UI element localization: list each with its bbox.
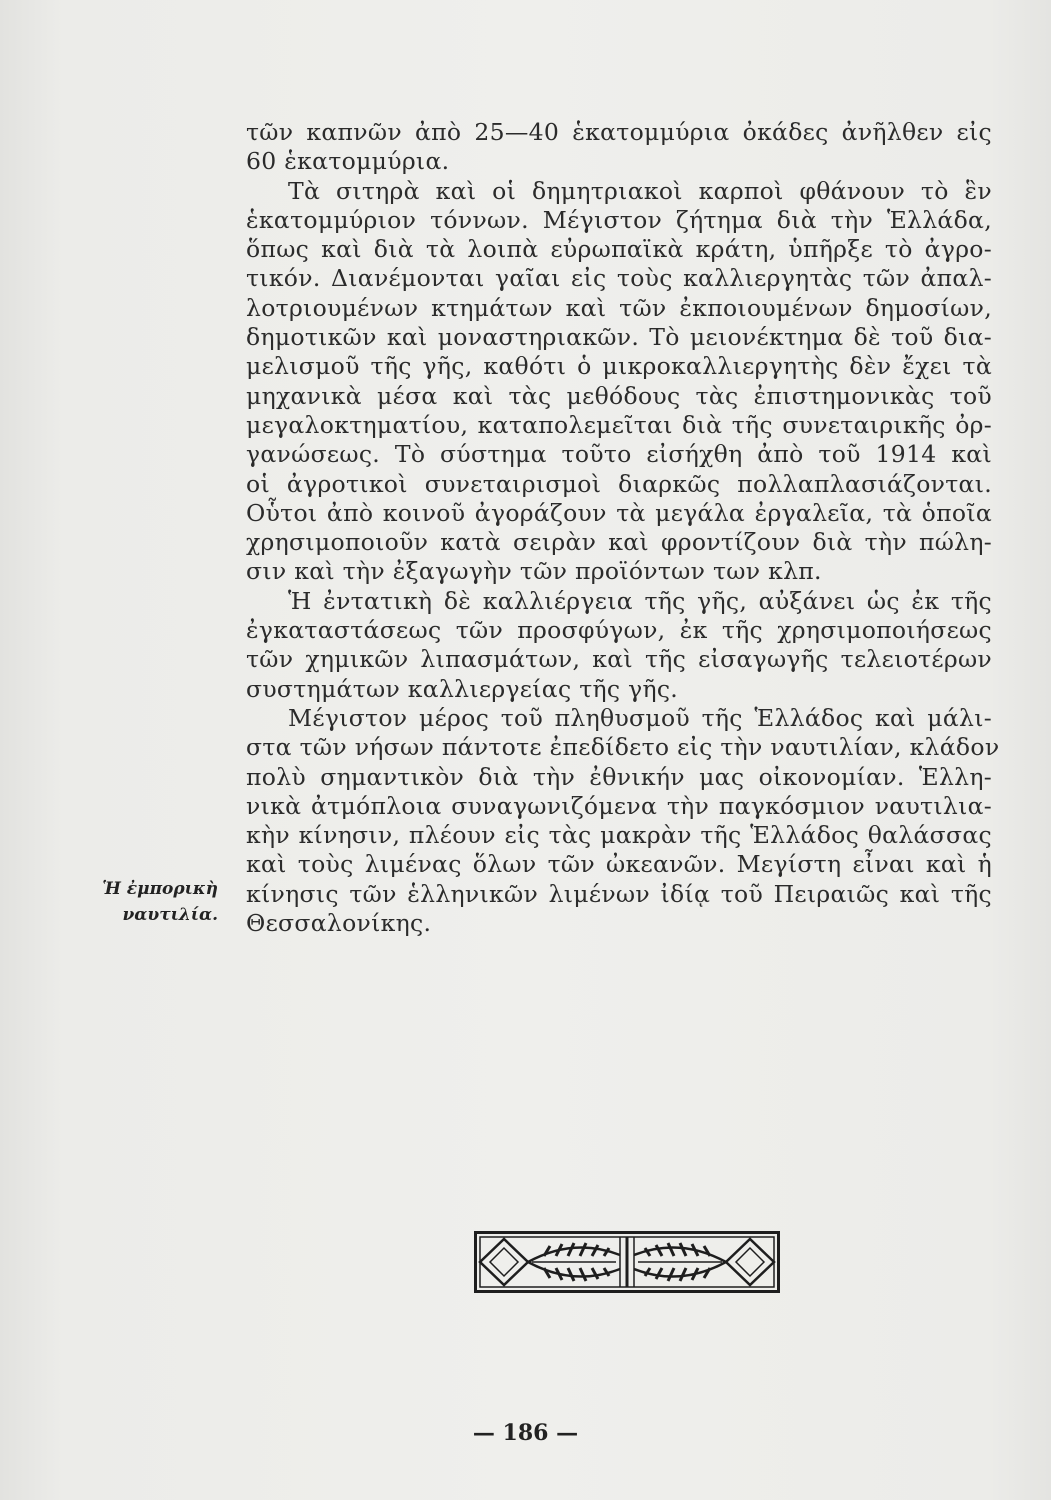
margin-note-line: Ἡ ἐμπορικὴ <box>102 879 218 899</box>
text-line: Μέγιστον μέρος τοῦ πληθυσμοῦ τῆς Ἑλλάδος καὶ μάλι- <box>288 703 992 732</box>
text-line: μελισμοῦ τῆς γῆς, καθότι ὁ μικροκαλλιεργητὴς δὲν ἔχει τὰ <box>246 352 992 381</box>
text-line: πολὺ σημαντικὸν διὰ τὴν ἐθνικήν μας οἰκονομίαν. Ἑλλη- <box>246 762 992 791</box>
text-line: κὴν κίνησιν, πλέουν εἰς τὰς μακρὰν τῆς Ἑλλάδος θαλάσσας <box>246 821 992 850</box>
text-line: ἑκατομμύριον τόννων. Μέγιστον ζήτημα διὰ τὴν Ἑλλάδα, <box>246 205 992 234</box>
text-line: κίνησις τῶν ἑλληνικῶν λιμένων ἰδίᾳ τοῦ Πειραιῶς καὶ τῆς <box>246 879 992 908</box>
text-line: δημοτικῶν καὶ μοναστηριακῶν. Τὸ μειονέκτημα δὲ τοῦ δια- <box>246 323 992 352</box>
text-line: μεγαλοκτηματίου, καταπολεμεῖται διὰ τῆς συνεταιρικῆς ὀρ- <box>246 410 992 439</box>
text-line: γανώσεως. Τὸ σύστημα τοῦτο εἰσήχθη ἀπὸ τοῦ 1914 καὶ <box>246 440 992 469</box>
text-line: λοτριουμένων κτημάτων καὶ τῶν ἐκποιουμένων δημοσίων, <box>246 293 992 322</box>
text-line: τικόν. Διανέμονται γαῖαι εἰς τοὺς καλλιεργητὰς τῶν ἀπαλ- <box>246 264 992 293</box>
page-number: — 186 — <box>472 1420 579 1446</box>
text-line: τῶν χημικῶν λιπασμάτων, καὶ τῆς εἰσαγωγῆς τελειοτέρων <box>246 645 992 674</box>
text-line: 60 ἑκατομμύρια. <box>246 147 450 176</box>
text-line: τῶν καπνῶν ἀπὸ 25—40 ἑκατομμύρια ὀκάδες ἀνῆλθεν εἰς <box>246 118 992 146</box>
body-text <box>246 118 1000 938</box>
text-line: μηχανικὰ μέσα καὶ τὰς μεθόδους τὰς ἐπιστημονικὰς τοῦ <box>246 381 992 410</box>
text-line: Ἡ ἐντατικὴ δὲ καλλιέργεια τῆς γῆς, αὐξάνει ὡς ἐκ τῆς <box>288 586 992 615</box>
text-line: Οὗτοι ἀπὸ κοινοῦ ἀγοράζουν τὰ μεγάλα ἐργαλεῖα, τὰ ὁποῖα <box>246 498 992 527</box>
margin-note <box>58 876 218 928</box>
text-line: καὶ τοὺς λιμένας ὅλων τῶν ὠκεανῶν. Μεγίστη εἶναι καὶ ἡ <box>246 850 992 879</box>
text-line: Τὰ σιτηρὰ καὶ οἱ δημητριακοὶ καρποὶ φθάνουν τὸ ἓν <box>288 176 992 205</box>
text-line: συστημάτων καλλιεργείας τῆς γῆς. <box>246 674 679 703</box>
text-line: στα τῶν νήσων πάντοτε ἐπεδίδετο εἰς τὴν ναυτιλίαν, κλάδον <box>246 733 1000 762</box>
margin-note-line: ναυτιλία. <box>122 905 218 925</box>
text-line: ὅπως καὶ διὰ τὰ λοιπὰ εὐρωπαϊκὰ κράτη, ὑπῆρξε τὸ ἀγρο- <box>246 235 992 264</box>
text-line: χρησιμοποιοῦν κατὰ σειρὰν καὶ φροντίζουν διὰ τὴν πώλη- <box>246 528 992 557</box>
decorative-ornament-icon <box>474 1231 780 1293</box>
text-line: σιν καὶ τὴν ἐξαγωγὴν τῶν προϊόντων των κλπ. <box>246 557 822 586</box>
text-line: ἐγκαταστάσεως τῶν προσφύγων, ἐκ τῆς χρησιμοποιήσεως <box>246 616 992 645</box>
text-line: οἱ ἀγροτικοὶ συνεταιρισμοὶ διαρκῶς πολλαπλασιάζονται. <box>246 469 992 498</box>
text-line: Θεσσαλονίκης. <box>246 909 432 938</box>
text-line: νικὰ ἀτμόπλοια συναγωνιζόμενα τὴν παγκόσμιον ναυτιλια- <box>246 791 992 820</box>
